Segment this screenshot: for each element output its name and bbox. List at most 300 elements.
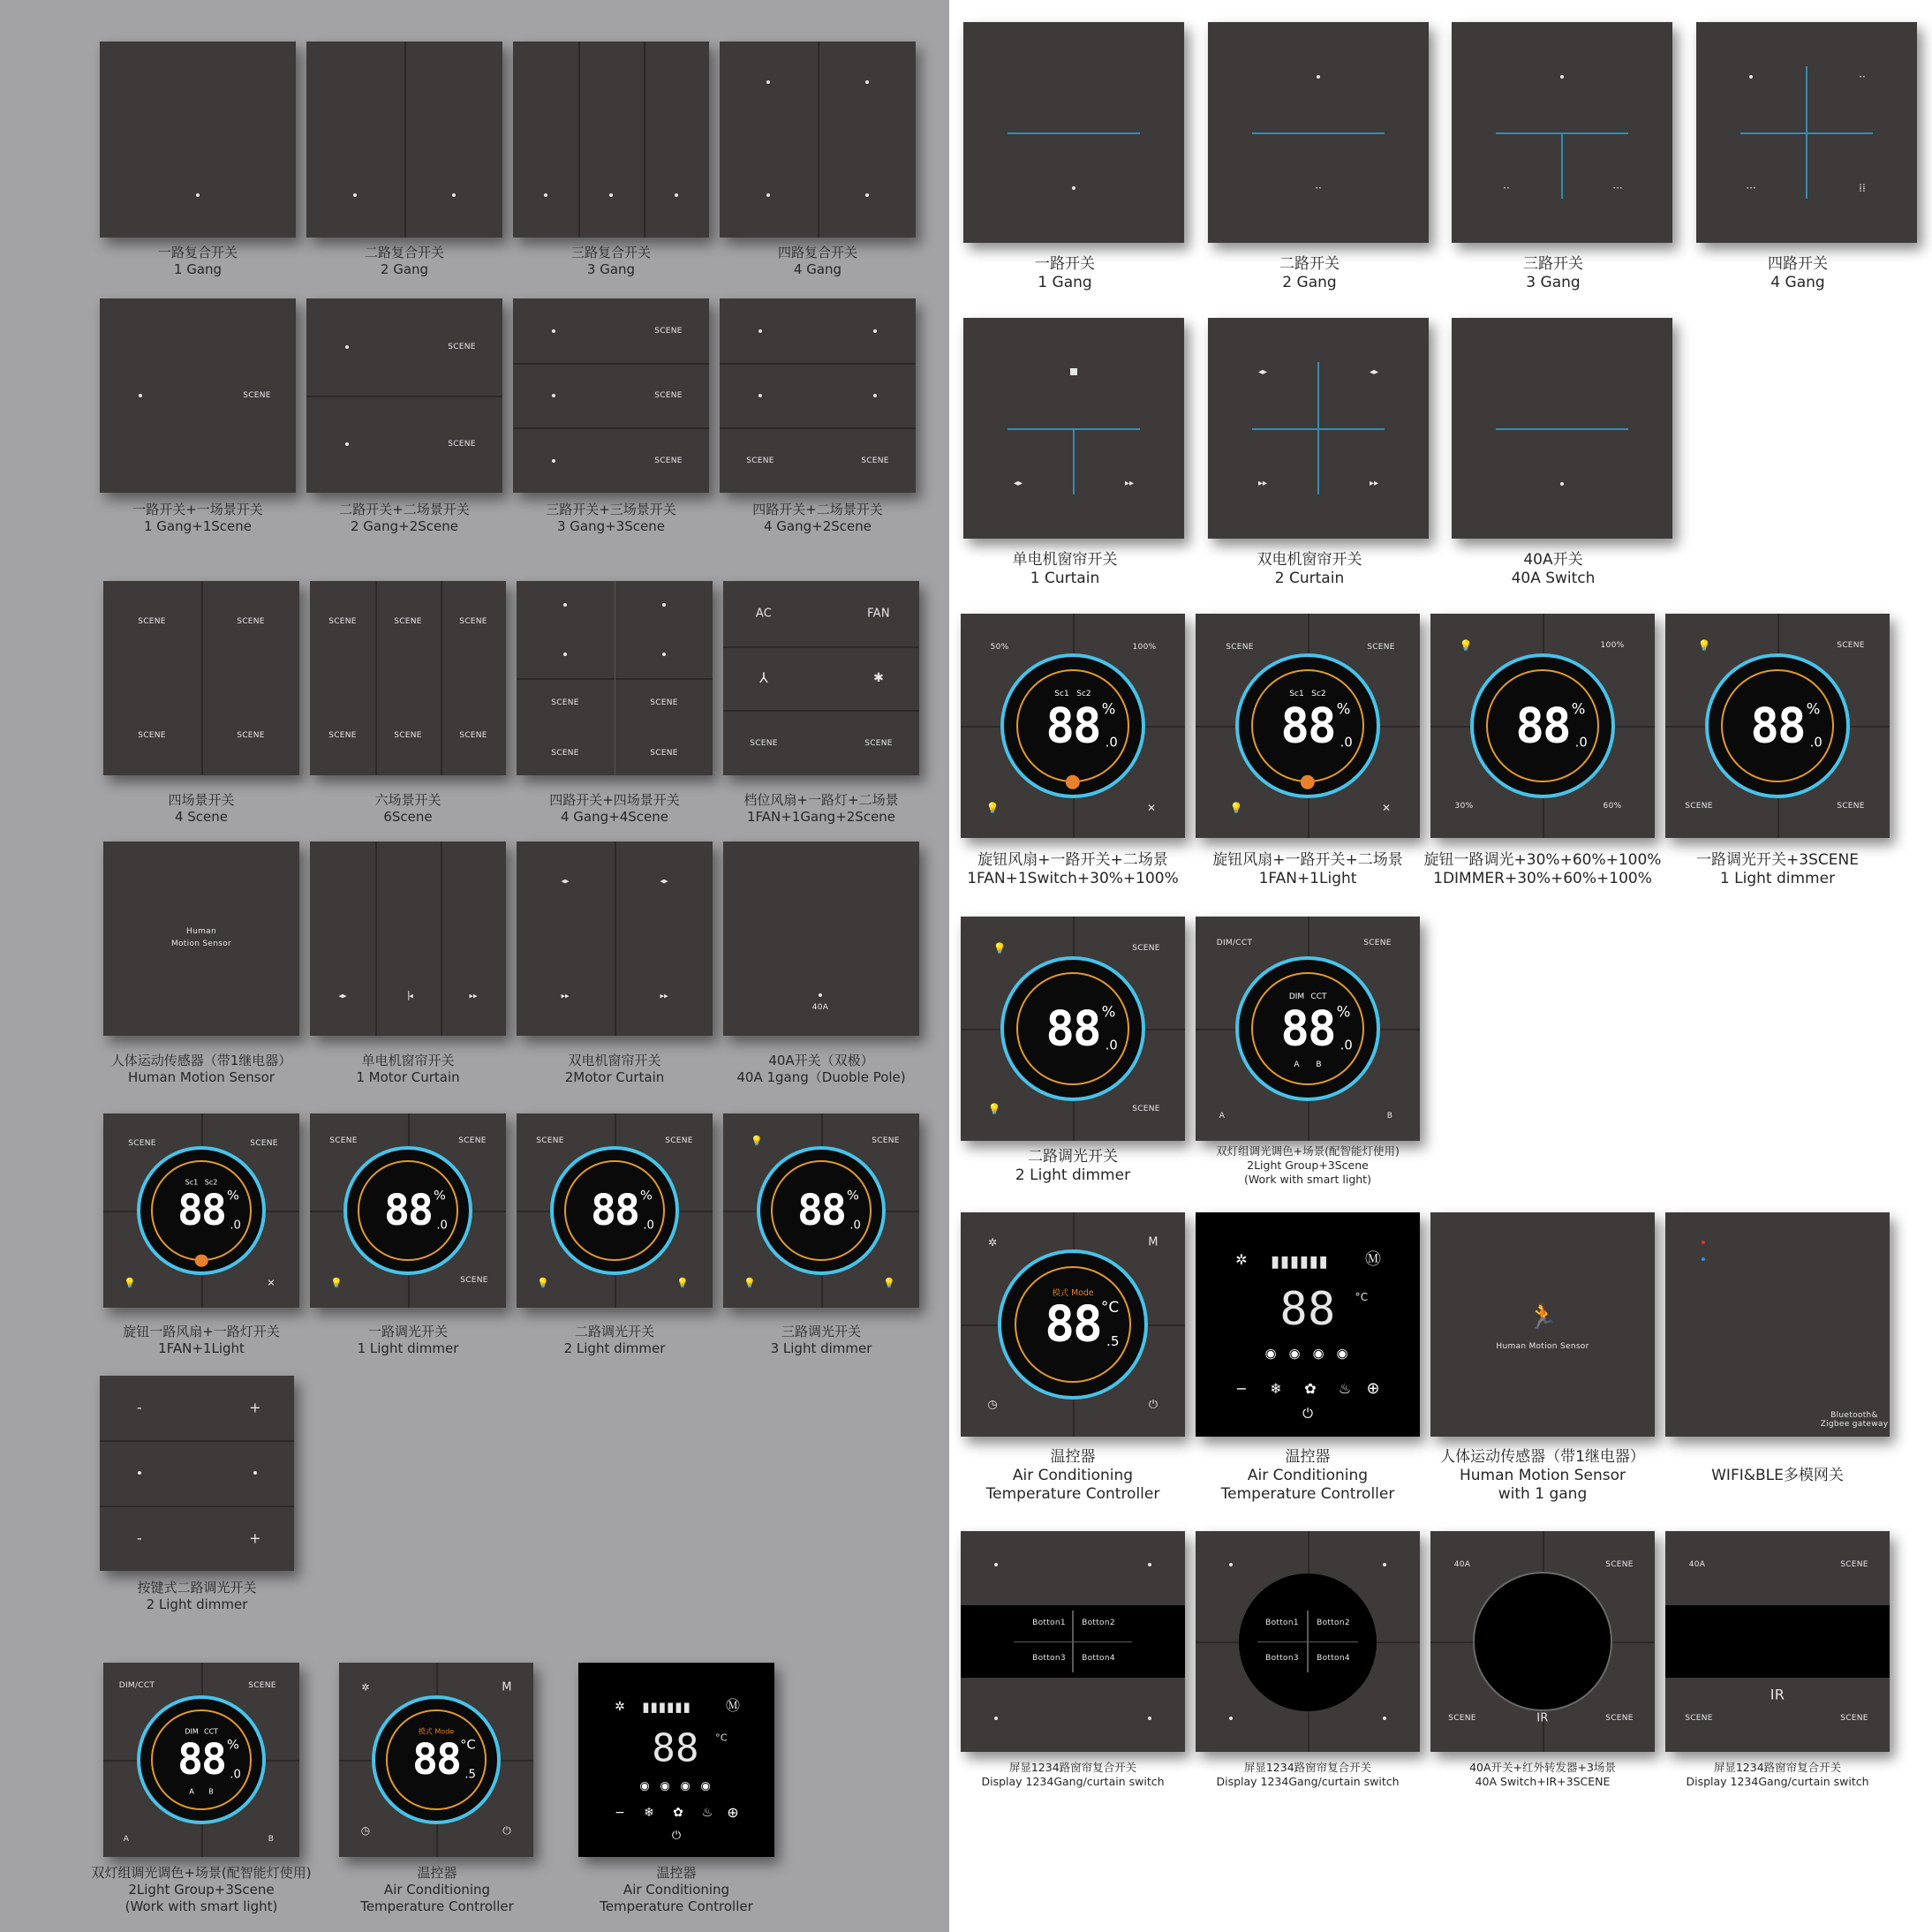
caption-line: Human Motion Sensor	[1459, 1467, 1626, 1484]
panel-ac-thermostat-dial[interactable]	[339, 1663, 533, 1857]
panel-fan-1-gang-2-scene[interactable]	[723, 581, 919, 775]
caption-line: 2 Gang+2Scene	[351, 518, 458, 534]
indicator-dot	[544, 193, 547, 197]
panel-label: 40A	[1688, 1560, 1706, 1569]
dial-digits: 88	[1045, 1295, 1101, 1354]
panel-2-gang-composite[interactable]	[306, 42, 502, 238]
caption-line: 人体运动传感器（带1继电器）	[1440, 1448, 1645, 1466]
power-icon: ⏻	[671, 1829, 682, 1843]
indicator-dot	[758, 329, 762, 333]
scene-label: SCENE	[394, 617, 422, 626]
caption-line: 1FAN+1Light	[158, 1340, 245, 1356]
panel-human-motion-sensor[interactable]	[103, 841, 299, 1036]
curtain-stop-icon: ▕◂	[403, 992, 413, 1001]
dial-unit: %	[1336, 700, 1351, 718]
caption-line: Air Conditioning	[1012, 1467, 1134, 1484]
button-4: Botton4	[1317, 1654, 1350, 1663]
blue-divider-horizontal	[1252, 132, 1385, 134]
curtain-open-icon: ◂▸	[338, 992, 347, 1001]
indicator-dot	[139, 394, 142, 397]
caption-line: 四路复合开关	[777, 245, 858, 260]
panel-label: SCENE	[243, 391, 271, 400]
ir-label: IR	[1536, 1711, 1549, 1725]
fan-speed-bars: ▮▮▮▮▮▮	[642, 1699, 691, 1715]
panel-label: SCENE	[665, 1136, 693, 1145]
dial-top-label: CCT	[203, 1727, 219, 1736]
caption-line: 4 Gang	[793, 261, 842, 277]
dial-unit: °C	[460, 1737, 476, 1753]
caption-line: 1FAN+1Gang+2Scene	[746, 809, 896, 825]
fan-icon: ✲	[615, 1700, 625, 1714]
indicator-dot	[662, 653, 666, 656]
dimmer-plus-button: +	[249, 1399, 261, 1416]
caption-line: 一路复合开关	[157, 245, 238, 260]
caption-line: 旋钮风扇+一路开关+二场景	[1212, 851, 1403, 869]
dial-unit: %	[639, 1188, 653, 1204]
button-3: Botton3	[1265, 1654, 1299, 1663]
bulb-icon: 💡	[883, 1277, 895, 1289]
panel-label: SCENE	[872, 1136, 900, 1145]
dial-top-label: DIM	[185, 1727, 199, 1736]
panel-40a-switch-right[interactable]	[1452, 318, 1672, 539]
panel-display-curtain-2[interactable]	[1196, 1531, 1420, 1752]
panel-1-curtain[interactable]	[963, 318, 1184, 539]
panel-label: 30%	[1454, 802, 1474, 811]
bulb-icon: 💡	[985, 802, 1000, 814]
function-icon: ✿	[1304, 1380, 1317, 1397]
caption-line: 六场景开关	[374, 792, 441, 808]
panel-2-curtain[interactable]	[1208, 318, 1429, 539]
function-icon: −	[615, 1806, 625, 1820]
panel-divider-vertical	[578, 42, 580, 238]
dial-decimal: .0	[1809, 735, 1823, 751]
panel-3-gang-3-scene[interactable]	[513, 298, 709, 493]
rotary-dial-display[interactable]	[137, 1146, 266, 1275]
power-icon: ⏻	[502, 1824, 511, 1837]
plus-button: ⊕	[1366, 1379, 1380, 1398]
plus-button: ⊕	[727, 1804, 739, 1821]
dial-top-label: Sc1	[185, 1178, 199, 1187]
panel-knob-dimmer-30-60-100[interactable]	[1430, 614, 1655, 838]
caption-line: 1 Light dimmer	[1719, 870, 1836, 887]
function-icon: −	[1235, 1380, 1248, 1397]
gateway-label: Zigbee gateway	[1820, 1420, 1889, 1429]
panel-40a-switch[interactable]	[723, 841, 919, 1036]
panel-display-curtain-3[interactable]	[1665, 1531, 1890, 1752]
panel-4-gang-4-scene[interactable]	[517, 581, 713, 775]
dial-top-label: CCT	[1310, 992, 1327, 1002]
panel-4-gang-2-scene[interactable]	[720, 298, 916, 493]
indicator-dot	[452, 193, 456, 197]
fan-off-icon: ✕	[1381, 802, 1392, 814]
fan-speed-bars: ▮▮▮▮▮▮	[1271, 1252, 1329, 1272]
blue-divider-vertical	[1806, 66, 1807, 199]
panel-label: SCENE	[458, 1136, 487, 1145]
caption-line: 旋钮一路风扇+一路灯开关	[123, 1324, 280, 1340]
button-2: Botton2	[1082, 1619, 1115, 1627]
panel-label: SCENE	[1363, 939, 1392, 947]
ir-round-window	[1473, 1572, 1612, 1711]
indicator-dot	[1560, 482, 1564, 486]
panel-label: SCENE	[861, 457, 889, 465]
panel-divider-horizontal	[100, 1506, 294, 1507]
panel-divider-vertical	[375, 841, 377, 1036]
indicator-dot	[1383, 1563, 1386, 1566]
panel-knob-fan-light[interactable]	[103, 1113, 299, 1308]
mode-icon: ◉	[1264, 1345, 1277, 1362]
panel-divider-vertical	[644, 42, 645, 238]
dial-unit: %	[433, 1188, 446, 1204]
clock-icon: ◷	[987, 1398, 998, 1412]
bulb-icon: 💡	[1229, 802, 1243, 814]
caption-line: 温控器	[417, 1865, 457, 1881]
bulb-icon: 💡	[743, 1277, 756, 1289]
dial-fan-indicator	[1301, 775, 1315, 789]
light-icon: ✱	[873, 671, 884, 685]
indicator-dot	[1072, 186, 1075, 190]
panel-label: SCENE	[128, 1139, 156, 1148]
indicator-dot	[766, 193, 770, 197]
dial-bottom-label: A	[189, 1787, 194, 1796]
panel-label: SCENE	[1605, 1560, 1634, 1569]
dial-top-label: Sc2	[1076, 690, 1091, 699]
button-1: Botton1	[1265, 1619, 1299, 1627]
indicator-dot	[1749, 75, 1753, 79]
caption-line: Temperature Controller	[600, 1898, 753, 1914]
dial-unit: %	[226, 1737, 239, 1753]
caption-line: 人体运动传感器（带1继电器）	[110, 1053, 292, 1068]
caption-line: (Work with smart light)	[125, 1898, 278, 1914]
caption-line: 三路开关	[1523, 255, 1583, 273]
panel-3-light-dimmer[interactable]	[723, 1113, 919, 1308]
indicator-dot	[994, 1717, 998, 1720]
blue-divider-vertical	[1317, 362, 1319, 494]
caption-line: Display 1234Gang/curtain switch	[981, 1775, 1165, 1788]
caption-line: 3 Gang+3Scene	[557, 518, 665, 534]
caption-line: 40A开关	[1523, 551, 1583, 569]
mode-icon: ◉	[700, 1779, 711, 1793]
caption-line: 温控器	[1285, 1448, 1331, 1466]
panel-1-motor-curtain[interactable]	[310, 841, 506, 1036]
fan-off-icon: ✕	[1146, 802, 1157, 814]
curtain-close-icon: ▸▸	[561, 992, 570, 1001]
scene-label: SCENE	[459, 731, 487, 740]
panel-1-gang[interactable]	[963, 22, 1184, 243]
panel-label: SCENE	[250, 1139, 278, 1148]
panel-label: SCENE	[864, 739, 893, 748]
rotary-dial-display[interactable]	[550, 1146, 679, 1275]
panel-divider-vertical	[201, 581, 203, 775]
dial-top-label: 模式 Mode	[1052, 1287, 1094, 1298]
scene-label: SCENE	[650, 749, 678, 758]
caption-line: 40A开关+红外转发器+3场景	[1469, 1761, 1616, 1774]
dial-digits: 88	[1045, 1000, 1100, 1057]
panel-divider-horizontal	[513, 427, 709, 429]
caption-line: 2 Gang	[1282, 274, 1337, 291]
caption-line: 6Scene	[383, 809, 433, 825]
panel-label: SCENE	[1367, 643, 1395, 652]
bulb-icon: 💡	[537, 1277, 549, 1289]
function-icon: ♨	[701, 1806, 713, 1820]
rotary-dial-display[interactable]	[1235, 653, 1380, 798]
caption-line: 单电机窗帘开关	[361, 1053, 455, 1068]
temperature-unit: °C	[1355, 1291, 1369, 1303]
ir-label: IR	[1770, 1686, 1785, 1703]
curtain-close-icon: ▸▸	[660, 992, 668, 1001]
rotary-dial-display[interactable]	[1470, 653, 1615, 798]
caption-line: 40A Switch+IR+3SCENE	[1475, 1775, 1611, 1788]
red-led	[1702, 1241, 1705, 1244]
panel-label: DIM/CCT	[1216, 939, 1253, 947]
dial-top-label: Sc2	[204, 1178, 218, 1187]
caption-line: 温控器	[656, 1865, 697, 1881]
dial-decimal: .0	[1340, 735, 1353, 751]
mode-button: Ⓜ	[725, 1697, 741, 1714]
rotary-dial-display[interactable]	[372, 1695, 501, 1824]
panel-ac-thermostat-black-right[interactable]	[1196, 1212, 1420, 1437]
indicator-dot	[563, 653, 567, 656]
panel-divider-horizontal	[723, 646, 919, 648]
panel-display-curtain-1[interactable]	[961, 1531, 1185, 1752]
rotary-dial-display[interactable]	[1705, 653, 1850, 798]
human-motion-label: Motion Sensor	[170, 940, 232, 948]
caption-line: 1 Gang	[1038, 274, 1092, 291]
caption-line: 40A开关（双极）	[768, 1053, 874, 1068]
rotary-dial-display[interactable]	[137, 1695, 266, 1824]
panel-label: DIM/CCT	[118, 1681, 155, 1690]
dial-top-label: DIM	[1288, 992, 1305, 1002]
dial-decimal: .0	[1105, 735, 1118, 751]
curtain-close-icon: ▸▸	[1124, 479, 1135, 488]
panel-1-light-dimmer[interactable]	[310, 1113, 506, 1308]
panel-4-scene[interactable]	[103, 581, 299, 775]
scene-label: SCENE	[551, 698, 579, 707]
dial-digits: 88	[1280, 698, 1335, 754]
dot-pair-icon: ··	[1859, 71, 1866, 83]
caption-line: 4 Gang+2Scene	[764, 518, 872, 534]
bulb-icon: 💡	[1697, 639, 1711, 652]
rotary-dial-display[interactable]	[1000, 653, 1145, 798]
panel-4-gang[interactable]	[1696, 22, 1917, 243]
panel-4-gang-composite[interactable]	[720, 42, 916, 238]
panel-6-scene[interactable]	[310, 581, 506, 775]
dial-decimal: .0	[230, 1768, 241, 1782]
panel-divider-vertical	[441, 841, 442, 1036]
dial-fan-indicator	[195, 1254, 208, 1267]
indicator-dot	[994, 1563, 998, 1566]
dial-decimal: .0	[643, 1219, 654, 1233]
indicator-dot	[766, 80, 770, 84]
caption-line: 40A 1gang（Duoble Pole)	[736, 1069, 906, 1085]
caption-line: 屏显1234路窗帘复合开关	[1008, 1761, 1137, 1774]
display-divider	[1014, 1641, 1132, 1642]
caption-line: with 1 gang	[1498, 1485, 1588, 1503]
indicator-dot	[1148, 1563, 1151, 1566]
panel-2-motor-curtain[interactable]	[517, 841, 713, 1036]
rotary-dial-display[interactable]	[757, 1146, 886, 1275]
dial-decimal: .0	[1105, 1038, 1118, 1053]
panel-1-light-dimmer-3-scene[interactable]	[1665, 614, 1890, 838]
panel-label: SCENE	[248, 1681, 276, 1690]
panel-divider-horizontal	[723, 710, 919, 712]
panel-1-gang-composite[interactable]	[100, 42, 296, 238]
dot-pair-icon: ··	[1315, 182, 1322, 194]
power-icon: ⏻	[1148, 1398, 1158, 1412]
panel-2-light-group-3-scene-right[interactable]	[1196, 917, 1420, 1141]
panel-label: SCENE	[1840, 1714, 1868, 1723]
scene-label: SCENE	[394, 731, 422, 740]
panel-40a-ir-3-scene[interactable]	[1430, 1531, 1655, 1752]
panel-2-gang-2-scene[interactable]	[306, 298, 502, 493]
panel-3-gang[interactable]	[1452, 22, 1672, 243]
panel-knob-fan-switch-30-100[interactable]	[961, 614, 1185, 838]
caption-line: Temperature Controller	[1220, 1485, 1395, 1503]
dial-decimal: .0	[849, 1219, 861, 1233]
caption-line: 档位风扇+一路灯+二场景	[743, 792, 899, 808]
indicator-dot	[1229, 1563, 1233, 1566]
display-strip	[1665, 1605, 1890, 1678]
blue-led	[1702, 1257, 1705, 1261]
rotary-dial-display[interactable]	[343, 1146, 472, 1275]
caption-line: 双电机窗帘开关	[1257, 551, 1362, 569]
panel-label: 50%	[990, 643, 1009, 652]
caption-line: 4 Scene	[174, 809, 229, 825]
caption-line: 三路复合开关	[570, 245, 652, 260]
panel-button-2-light-dimmer[interactable]	[100, 1376, 294, 1571]
panel-label: SCENE	[654, 391, 683, 400]
panel-label: SCENE	[1840, 1560, 1868, 1569]
panel-wifi-ble-gateway[interactable]	[1665, 1212, 1890, 1437]
fan-icon: ✲	[361, 1681, 370, 1694]
caption-line: 2 Light dimmer	[146, 1596, 248, 1612]
temperature-unit: °C	[715, 1732, 728, 1744]
caption-line: 一路调光开关	[367, 1324, 449, 1340]
button-1: Botton1	[1032, 1619, 1066, 1627]
caption-line: Temperature Controller	[985, 1485, 1160, 1503]
panel-divider-horizontal	[306, 396, 502, 397]
panel-ac-thermostat-black[interactable]	[578, 1663, 774, 1857]
caption-line: 1 Light dimmer	[357, 1340, 459, 1356]
caption-line: 2Motor Curtain	[564, 1069, 665, 1085]
caption-line: 1 Motor Curtain	[356, 1069, 460, 1085]
indicator-dot	[1148, 1717, 1151, 1720]
panel-label: SCENE	[1448, 1714, 1476, 1723]
caption-line: 一路开关	[1035, 255, 1095, 273]
panel-knob-fan-light[interactable]	[1196, 614, 1420, 838]
caption-line: 二路开关	[1279, 255, 1340, 273]
indicator-dot	[345, 442, 349, 446]
dial-decimal: .0	[1340, 1038, 1353, 1053]
curtain-open-icon: ◂▸	[660, 877, 668, 887]
panel-2-light-group-3-scene[interactable]	[103, 1663, 299, 1857]
dimmer-plus-button: +	[249, 1529, 261, 1547]
panel-divider-vertical	[404, 42, 406, 238]
caption-line: 二路复合开关	[364, 245, 445, 260]
clock-icon: ◷	[360, 1824, 371, 1837]
dot-quad-icon: ⁞⁞	[1859, 182, 1866, 194]
dial-decimal: .0	[1574, 735, 1588, 751]
panel-label: 100%	[1132, 643, 1157, 652]
caption-line: 屏显1234路窗帘复合开关	[1243, 1761, 1372, 1774]
indicator-dot	[662, 603, 666, 607]
blue-divider-vertical	[1073, 428, 1075, 494]
panel-ac-thermostat-dial-right[interactable]	[961, 1212, 1185, 1437]
dial-decimal: .5	[1106, 1333, 1120, 1350]
panel-divider-horizontal	[720, 363, 916, 365]
curtain-open-icon: ◂▸	[1369, 367, 1379, 377]
fan-icon: ✲	[987, 1236, 998, 1249]
temperature-digits: 88	[652, 1725, 699, 1771]
dial-digits: 88	[383, 1186, 433, 1235]
mode-icon: ◉	[1288, 1345, 1301, 1362]
panel-2-gang[interactable]	[1208, 22, 1429, 243]
dimmer-minus-button: -	[136, 1529, 143, 1547]
mode-icon: ◉	[639, 1779, 650, 1793]
caption-line: 四路开关+二场景开关	[752, 502, 883, 517]
rotary-dial-display[interactable]	[1235, 956, 1380, 1101]
caption-line: Display 1234Gang/curtain switch	[1216, 1775, 1400, 1788]
indicator-dot	[196, 193, 200, 197]
indicator-dot	[552, 394, 555, 397]
dial-digits: 88	[1750, 698, 1805, 754]
rotary-dial-display[interactable]	[1000, 956, 1145, 1101]
caption-line: 1FAN+1Light	[1258, 870, 1357, 887]
function-icon: ✿	[673, 1806, 683, 1820]
caption-line: 2Light Group+3Scene	[128, 1882, 275, 1898]
panel-label: SCENE	[1685, 1714, 1713, 1723]
indicator-dot	[552, 459, 555, 463]
caption-line: 一路调光开关+3SCENE	[1696, 851, 1859, 869]
panel-1-gang-1-scene[interactable]	[100, 298, 296, 493]
panel-2-light-dimmer[interactable]	[517, 1113, 713, 1308]
panel-divider-vertical	[375, 581, 377, 775]
caption-line: 1FAN+1Switch+30%+100%	[967, 870, 1179, 887]
caption-line: WIFI&BLE多模网关	[1711, 1467, 1844, 1484]
dot-triple-icon: ···	[1612, 182, 1623, 194]
panel-label: SCENE	[1132, 944, 1160, 953]
mode-button: M	[502, 1680, 512, 1694]
panel-2-light-dimmer-right[interactable]	[961, 917, 1185, 1141]
indicator-dot	[1560, 75, 1564, 79]
panel-label: 40A	[1453, 1560, 1471, 1569]
panel-divider-vertical	[615, 841, 616, 1036]
rotary-dial-display[interactable]	[998, 1249, 1148, 1400]
curtain-open-icon: ◂▸	[1013, 479, 1023, 488]
scene-label: SCENE	[551, 749, 579, 758]
fan-icon: ⅄	[759, 669, 768, 686]
panel-label: SCENE	[329, 1136, 358, 1145]
button-3: Botton3	[1032, 1654, 1066, 1663]
caption-line: 双灯组调光调色+场景(配智能灯使用)	[91, 1865, 312, 1881]
panel-human-motion-sensor-1-gang[interactable]	[1430, 1212, 1655, 1437]
indicator-dot	[758, 394, 762, 397]
bulb-icon: 💡	[330, 1277, 343, 1289]
dial-decimal: .5	[464, 1768, 476, 1782]
panel-divider-horizontal	[720, 427, 916, 429]
panel-label: SCENE	[654, 457, 683, 465]
dial-top-label: Sc1	[1289, 690, 1304, 699]
dial-bottom-label: B	[1316, 1060, 1322, 1069]
dot-triple-icon: ···	[1746, 182, 1756, 194]
panel-3-gang-composite[interactable]	[513, 42, 709, 238]
blue-divider-horizontal	[1496, 428, 1628, 430]
bulb-icon: 💡	[124, 1277, 136, 1289]
indicator-dot	[865, 80, 869, 84]
panel-label: SCENE	[750, 739, 778, 748]
dial-unit: %	[846, 1188, 859, 1204]
caption-line: Display 1234Gang/curtain switch	[1686, 1775, 1869, 1788]
caption-line: 4 Gang+4Scene	[561, 809, 668, 825]
